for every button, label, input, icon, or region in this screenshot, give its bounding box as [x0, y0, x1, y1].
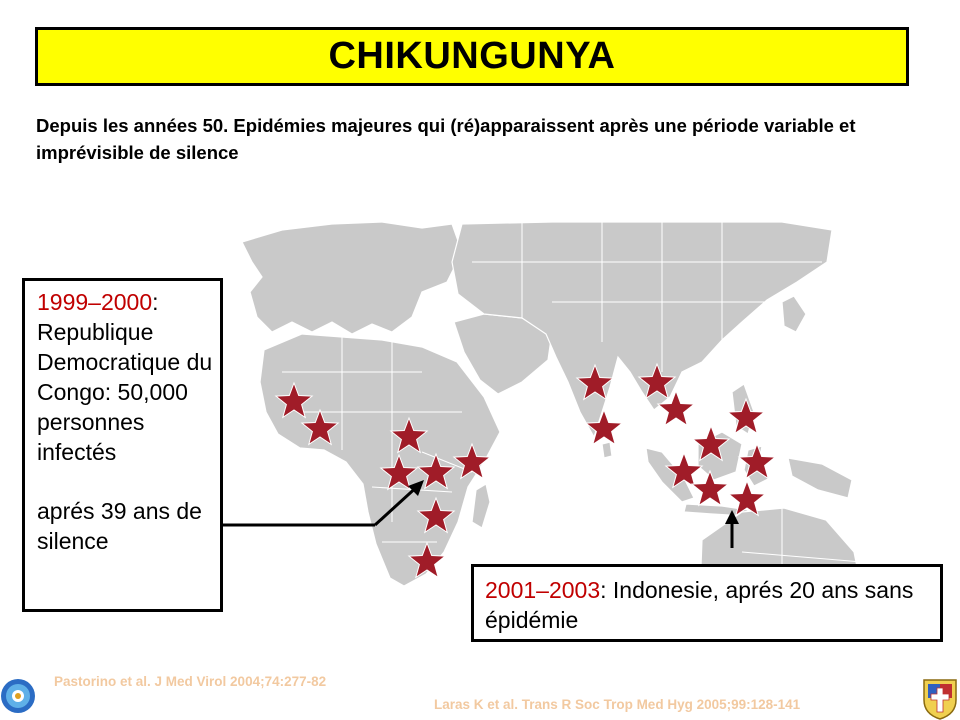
- title-box: [35, 27, 909, 86]
- callout-indonesia-years: 2001–2003: [485, 577, 601, 603]
- callout-drc-years: 1999–2000: [37, 289, 153, 315]
- europe-landmass: [242, 222, 462, 334]
- callout-drc-colon: :: [152, 289, 159, 315]
- crest-logo: [920, 676, 960, 720]
- logo-left: [0, 673, 40, 720]
- borneo: [698, 432, 742, 480]
- madagascar: [472, 484, 490, 528]
- japan: [782, 296, 806, 332]
- sumatra: [646, 448, 694, 502]
- philippines: [732, 384, 754, 434]
- callout-drc: [22, 278, 223, 612]
- sri-lanka: [602, 442, 612, 458]
- subtitle: Depuis les années 50. Epidémies majeures qui (ré)apparaissent après une période variable et imprévisible de silence: [36, 115, 856, 163]
- reference-laras: Laras K et al. Trans R Soc Trop Med Hyg 2005;99:128-141: [434, 697, 801, 712]
- reference-pastorino: Pastorino et al. J Med Virol 2004;74:277-82: [54, 674, 327, 689]
- callout-indonesia-text: : Indonesie, aprés 20 ans sans épidémie: [485, 577, 914, 633]
- sulawesi: [744, 446, 770, 486]
- callout-indonesia: [471, 564, 943, 642]
- callout-drc-text2: aprés 39 ans de silence: [37, 498, 202, 554]
- new-guinea: [788, 458, 852, 498]
- callout-drc-text: Republique Democratique du Congo: 50,000 personnes infectés: [37, 319, 213, 465]
- page-title: CHIKUNGUNYA: [328, 35, 616, 77]
